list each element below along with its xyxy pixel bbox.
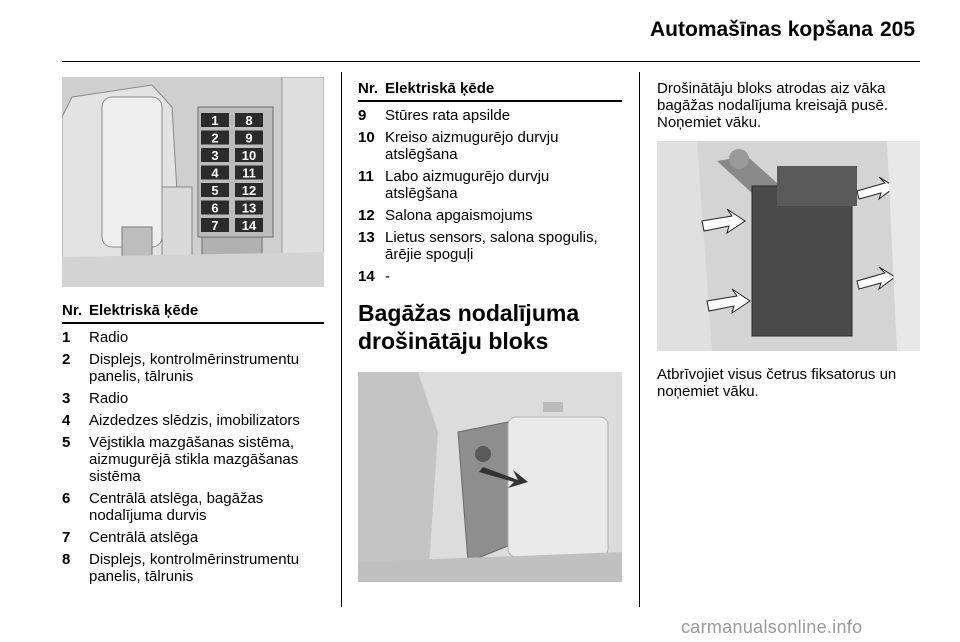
column-header-nr: Nr. — [358, 80, 379, 97]
circuit-description: Lietus sensors, salona spogulis, ārējie spoguļi — [385, 229, 598, 263]
column-header-nr: Nr. — [62, 302, 83, 319]
right-column — [657, 80, 920, 131]
table-row — [62, 412, 324, 429]
fuse-table-1 — [62, 302, 324, 585]
fuse-number: 6 — [62, 490, 71, 507]
fuse-number: 10 — [358, 129, 375, 146]
fuse-number: 9 — [358, 107, 367, 124]
fuse-number: 13 — [358, 229, 375, 246]
circuit-description: Aizdedzes slēdzis, imobilizators — [89, 412, 300, 429]
fuse-slot-label: 14 — [241, 218, 257, 233]
page-header-title: Automašīnas kopšana — [650, 18, 873, 41]
fuse-number: 4 — [62, 412, 71, 429]
table-row — [62, 329, 324, 346]
table-row — [62, 390, 324, 407]
fuse-box-illustration — [62, 77, 324, 287]
fuse-slot-label: 5 — [211, 183, 219, 198]
circuit-description: Displejs, kontrolmērinstrumentu panelis, tālrunis — [89, 351, 300, 385]
fuse-slot-label: 7 — [211, 218, 219, 233]
header-divider — [62, 61, 920, 62]
fuse-slot-label: 8 — [245, 113, 253, 128]
fuse-cover-photo — [657, 141, 920, 351]
column-header-circuit: Elektriskā ķēde — [89, 302, 199, 319]
fuse-cover-drawing — [657, 141, 920, 351]
fuse-slot-label: 12 — [241, 183, 257, 198]
right-column-lower — [657, 366, 920, 400]
fuse-number: 1 — [62, 329, 71, 346]
fuse-number: 7 — [62, 529, 71, 546]
circuit-description: Labo aizmugurējo durvju atslēgšana — [385, 168, 550, 202]
trunk-drawing — [358, 372, 622, 582]
fuse-slot-label: 4 — [211, 165, 219, 181]
circuit-description: Salona apgaismojums — [385, 207, 533, 224]
table-header — [358, 80, 622, 102]
table-row — [62, 490, 324, 524]
instruction-paragraph-2: Atbrīvojiet visus četrus fiksatorus un noņemiet vāku. — [657, 366, 897, 400]
column-header-circuit: Elektriskā ķēde — [385, 80, 495, 97]
table-row — [358, 129, 622, 163]
column-divider-1 — [341, 72, 342, 607]
column-divider-2 — [639, 72, 640, 607]
instruction-paragraph-1: Drošinātāju bloks atrodas aiz vāka bagāžas nodalījuma kreisajā pusē. Noņemiet vāku. — [657, 80, 888, 131]
circuit-description: Kreiso aizmugurējo durvju atslēgšana — [385, 129, 559, 163]
table-row — [358, 207, 622, 224]
footer-watermark: carmanualsonline.info — [681, 617, 863, 637]
fuse-slot-label: 1 — [211, 113, 219, 128]
table-row — [358, 168, 622, 202]
fuse-slot-label: 3 — [211, 148, 219, 163]
circuit-description: Vējstikla mazgāšanas sistēma, aizmugurējā stikla mazgāšanas sistēma — [89, 434, 299, 485]
fuse-number: 3 — [62, 390, 71, 407]
circuit-description: - — [385, 268, 390, 285]
fuse-box-drawing — [62, 77, 324, 287]
trunk-photo — [358, 372, 622, 582]
fuse-number: 8 — [62, 551, 71, 568]
fuse-number: 14 — [358, 268, 375, 285]
fuse-number: 2 — [62, 351, 71, 368]
circuit-description: Displejs, kontrolmērinstrumentu panelis, tālrunis — [89, 551, 300, 585]
circuit-description: Centrālā atslēga — [89, 529, 199, 546]
table-row — [358, 229, 622, 263]
fuse-slot-label: 2 — [211, 130, 219, 146]
circuit-description: Centrālā atslēga, bagāžas nodalījuma durvis — [89, 490, 264, 524]
table-row — [358, 107, 622, 124]
section-heading: Bagāžas nodalījuma drošinātāju bloks — [358, 300, 580, 354]
middle-column — [358, 80, 622, 355]
table-row — [358, 268, 622, 285]
table-row — [62, 529, 324, 546]
fuse-slot-label: 13 — [241, 200, 257, 216]
fuse-slot-label: 10 — [241, 148, 257, 163]
table-row — [62, 551, 324, 585]
fuse-slot-label: 9 — [245, 130, 253, 146]
circuit-description: Stūres rata apsilde — [385, 107, 511, 124]
fuse-slot-label: 6 — [211, 200, 219, 216]
fuse-slot-label: 11 — [242, 165, 256, 181]
fuse-number: 11 — [358, 168, 374, 185]
circuit-description: Radio — [89, 390, 129, 407]
table-header — [62, 302, 324, 324]
table-row — [62, 434, 324, 485]
page-number: 205 — [880, 18, 916, 41]
fuse-number: 5 — [62, 434, 71, 451]
circuit-description: Radio — [89, 329, 129, 346]
table-row — [62, 351, 324, 385]
fuse-number: 12 — [358, 207, 375, 224]
